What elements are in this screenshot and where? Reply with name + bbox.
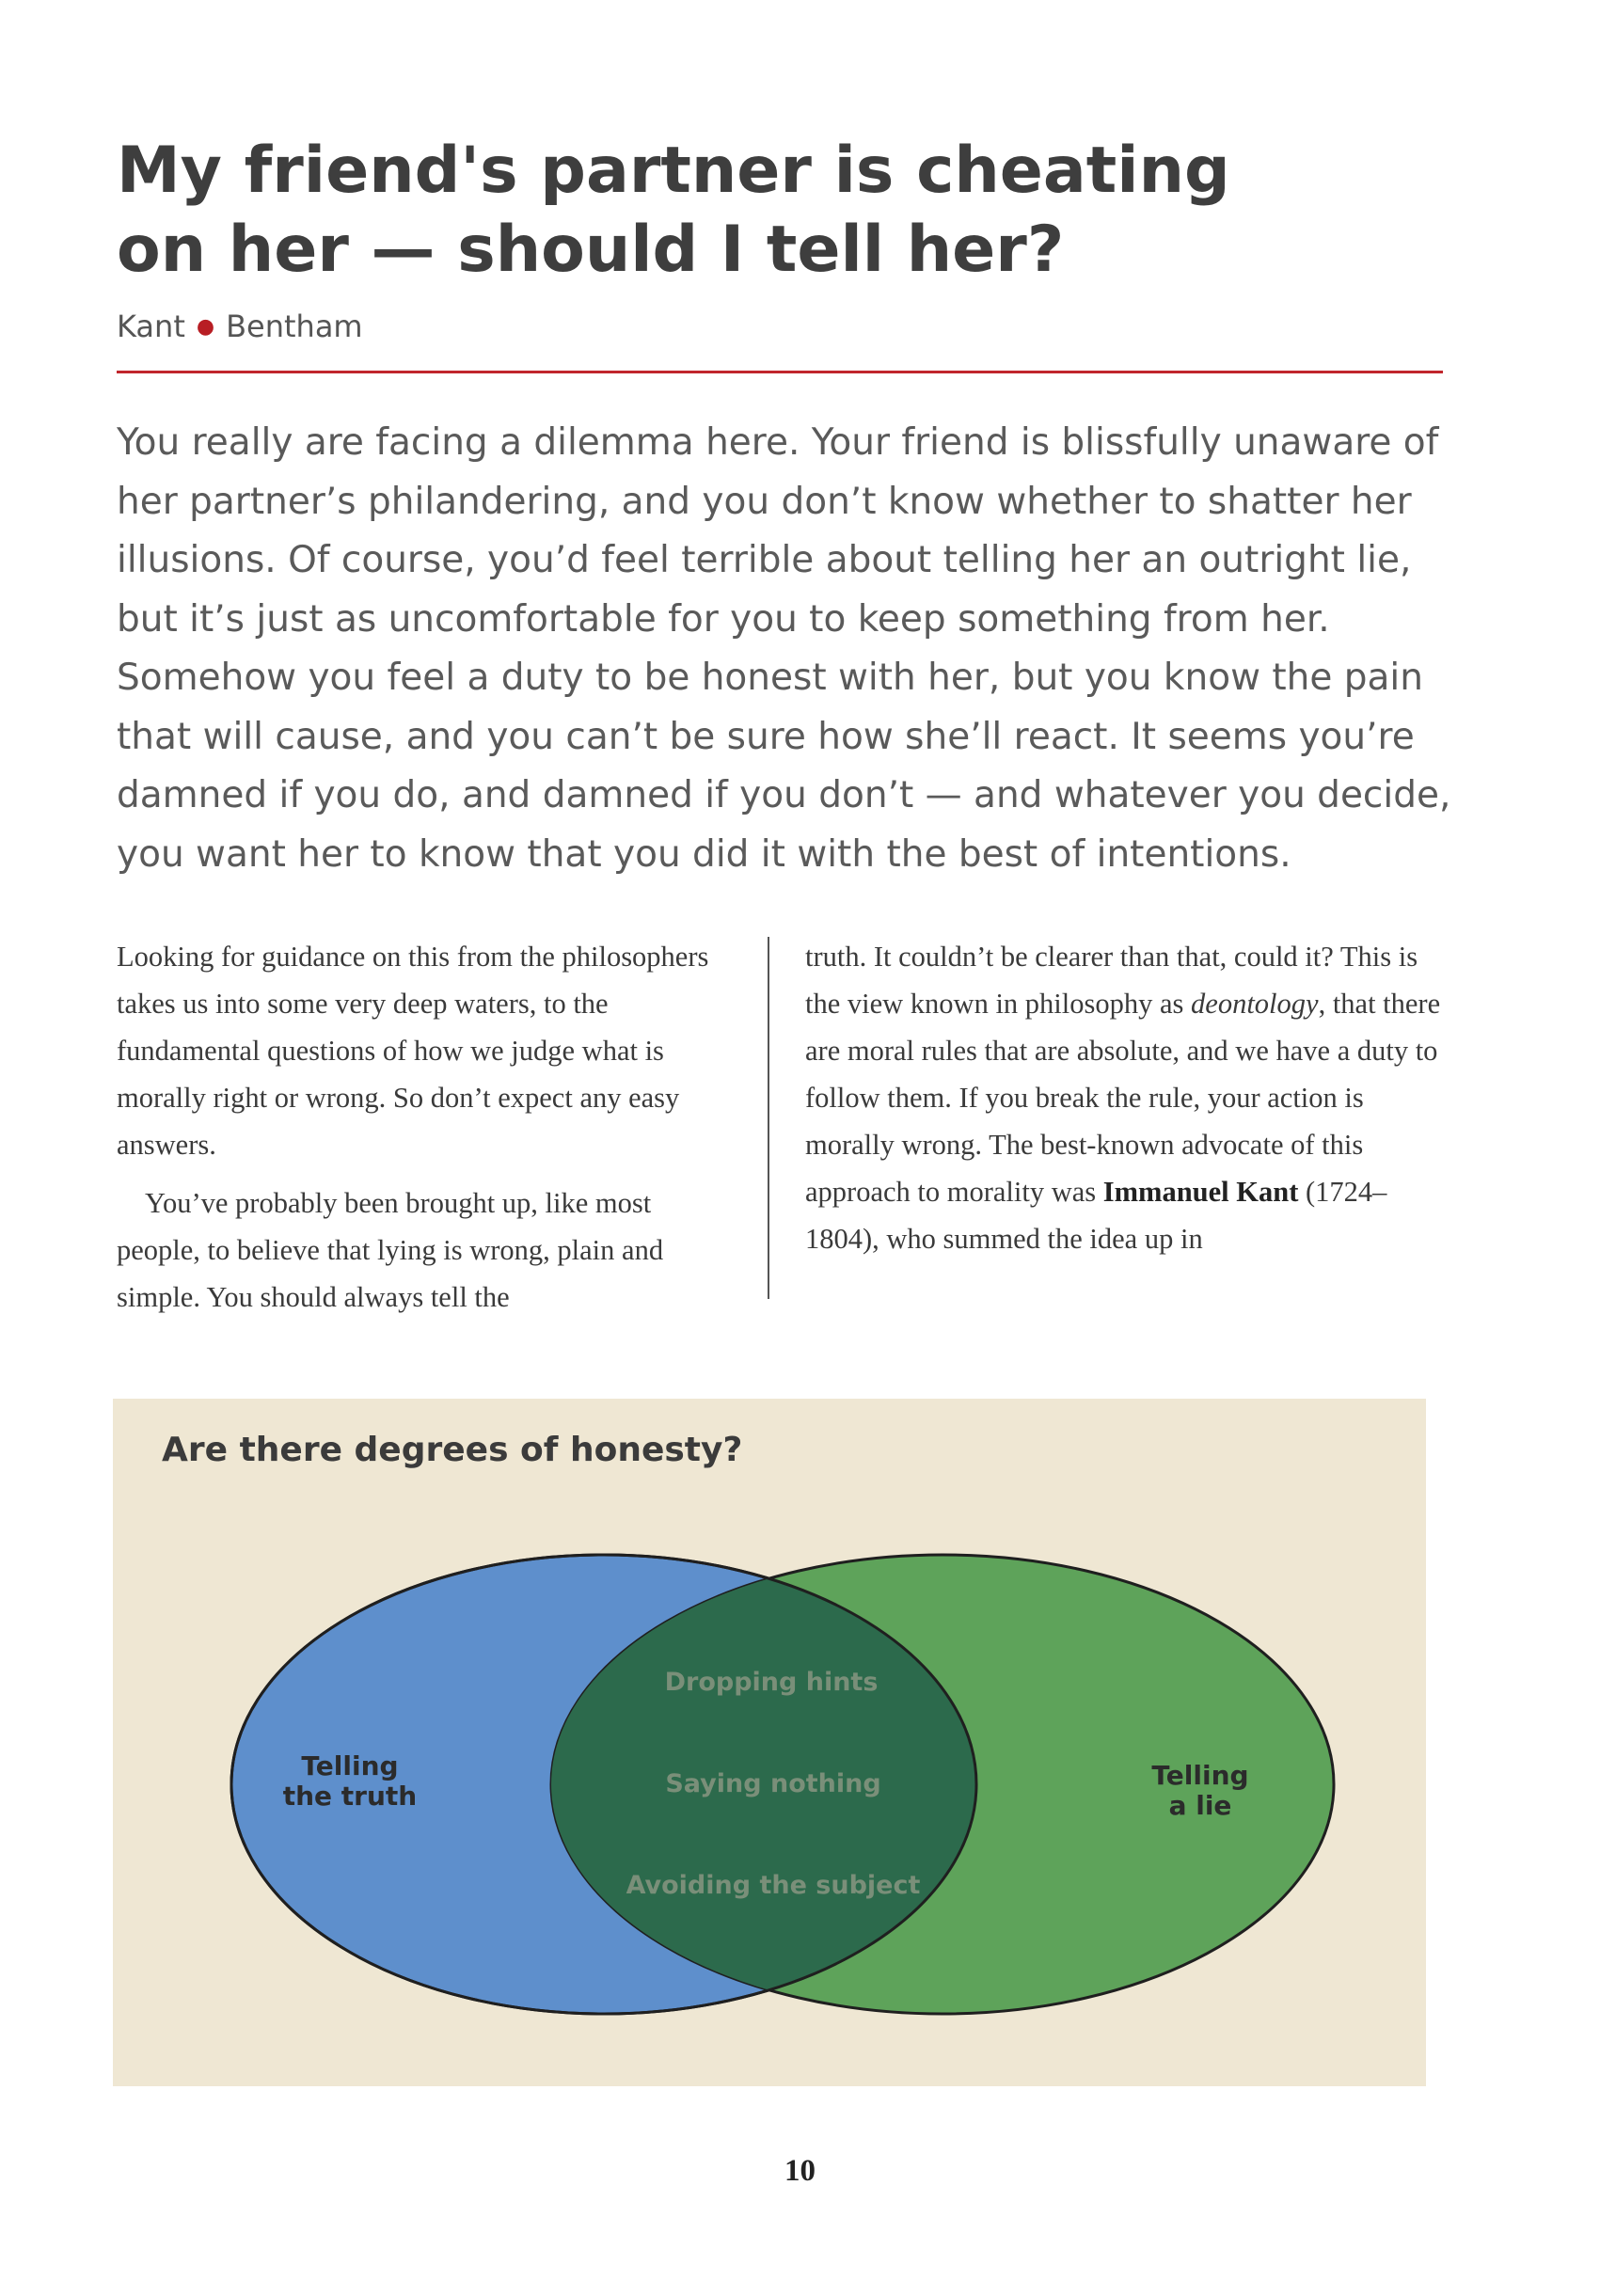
page-number: 10 [784,2154,816,2188]
column-divider [768,937,769,1299]
overlap-label-avoiding-subject: Avoiding the subject [626,1871,921,1900]
body-paragraph: Looking for guidance on this from the philosophers takes us into some very deep waters, to the fundamental questions of how we judge what is morally right or wrong. So don’t expect any easy answers. [117,941,709,1161]
author-tag: Kant [117,309,185,344]
overlap-label-saying-nothing: Saying nothing [665,1769,881,1798]
lie-label: a lie [1168,1790,1232,1821]
body-text: (1724–1804), who summed the idea up in [805,1176,1387,1255]
body-paragraph [805,933,1445,1262]
diagram-title: Are there degrees of honesty? [162,1431,743,1469]
author-tag: Bentham [226,309,363,344]
bullet-separator: ● [196,315,215,339]
overlap-label-dropping-hints: Dropping hints [664,1668,879,1697]
body-paragraph: You’ve probably been brought up, like most people, to believe that lying is wrong, plain and simple. You should always tell the [117,1187,664,1313]
body-column-right [805,933,1445,1262]
page-title: My friend's partner is cheating on her — should I tell her? [117,134,1230,287]
philosopher-tags [117,309,363,344]
venn-diagram [113,1399,1426,2086]
truth-label: the truth [282,1781,418,1812]
philosopher-name: Immanuel Kant [1102,1176,1299,1208]
honesty-diagram-box [113,1399,1426,2086]
body-text: truth. It couldn’t be clearer than that, could it? This is the view known in philosophy as [805,941,1418,1020]
truth-label: Telling [301,1750,399,1781]
title-divider [117,371,1443,373]
intro-paragraph: You really are facing a dilemma here. Your friend is blissfully unaware of her partner’s philandering, and you don’t know whether to shatter her illusions. Of course, you’d feel terrible about telling her an outright lie, but it’s just as uncomfortable for you to keep something from her. Somehow you feel a duty to be honest with her, but you know the pain that will cause, and you can’t be sure how she’ll react. It seems you’re damned if you do, and damned if you don’t — and whatever you decide, you want her to know that you did it with the best of intentions. [117,421,1451,876]
term-deontology: deontology [1191,988,1319,1020]
lie-label: Telling [1151,1760,1249,1791]
body-column-left [117,933,737,1321]
body-text: , that there are moral rules that are absolute, and we have a duty to follow them. If you break the rule, your action is morally wrong. The best-known advocate of this approach to morality was [805,988,1441,1208]
